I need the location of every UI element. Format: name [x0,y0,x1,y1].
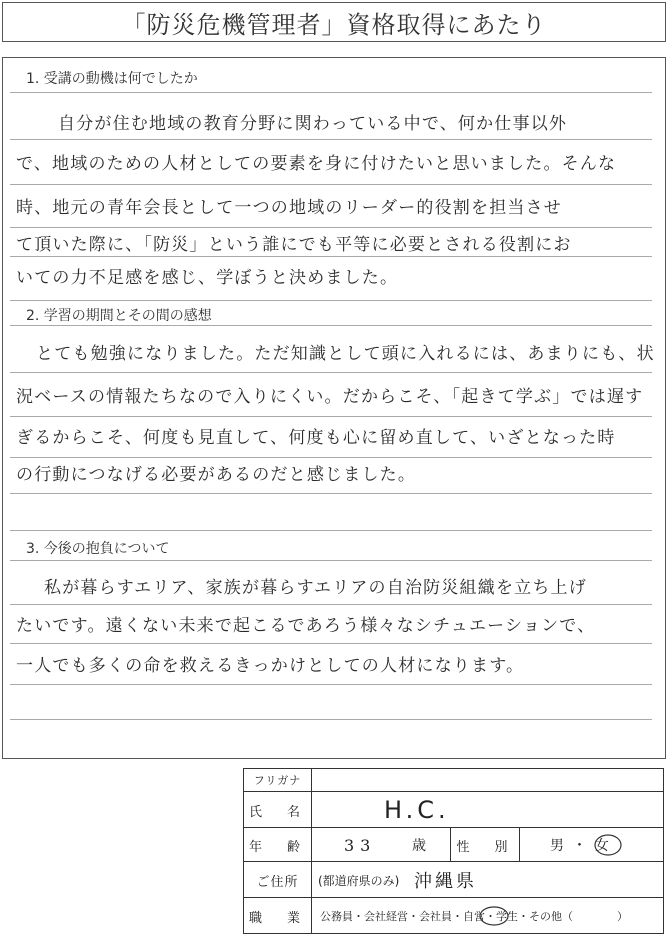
rule-line [10,416,652,417]
answer-1-line-1: 自分が住む地域の教育分野に関わっている中で、何か仕事以外 [58,114,568,134]
occupation-row [244,897,663,934]
section-3-heading: 3. 今後の抱負について [26,541,170,557]
gender-circle-mark [593,833,623,857]
rule-line [10,719,652,720]
applicant-info-table [243,768,664,934]
rule-line [10,643,652,644]
age-value: 33 [344,835,377,855]
rule-line [10,300,652,301]
age-label: 年 齢 [244,828,312,862]
address-row [244,861,663,898]
name-label: 氏 名 [244,792,312,828]
name-row [244,791,663,828]
age-unit: 歳 [412,838,426,854]
rule-line [10,604,652,605]
answer-1-line-4: て頂いた際に、「防災」という誰にでも平等に必要とされる役割にお [16,235,572,255]
document-title: 「防災危機管理者」資格取得にあたり [2,2,666,42]
age-gender-row [244,827,663,862]
rule-line [10,457,652,458]
rule-line [10,139,652,140]
rule-line [10,92,652,93]
answer-1-line-3: 時、地元の青年会長として一つの地域のリーダー的役割を担当させ [16,198,562,218]
answer-2-line-1: とても勉強になりました。ただ知識として頭に入れるには、あまりにも、状 [36,344,655,364]
rule-line [10,184,652,185]
section-2-heading: 2. 学習の期間とその間の感想 [26,308,212,324]
answer-3-line-1: 私が暮らすエリア、家族が暮らすエリアの自治防災組織を立ち上げ [44,578,587,598]
address-value: 沖縄県 [414,871,477,892]
section-1-heading: 1. 受講の動機は何でしたか [26,71,198,87]
rule-line [10,560,652,561]
answer-1-line-5: いての力不足感を感じ、学ぼうと決めました。 [16,268,399,288]
rule-line [10,530,652,531]
answer-2-line-2: 況ベースの情報たちなので入りにくい。だからこそ、「起きて学ぶ」では遅す [16,387,644,407]
furigana-label: フリガナ [244,769,312,791]
answer-2-line-3: ぎるからこそ、何度も見直して、何度も心に留め直して、いざとなった時 [16,428,616,448]
occupation-options: 公務員・会社経営・会社員・自営・学生・その他（ ） [320,910,628,923]
rule-line [10,227,652,228]
name-value: H.C. [384,796,450,824]
occupation-circle-mark [478,905,510,927]
address-label: ご住所 [244,862,312,898]
occupation-label: 職 業 [244,898,312,934]
gender-options: 男 ・ 女 [550,838,611,854]
gender-label: 性 別 [450,828,520,862]
answer-2-line-4: の行動につなげる必要があるのだと感じました。 [16,465,417,485]
address-note: (都道府県のみ) [318,873,400,888]
rule-line [10,493,652,494]
furigana-row [244,769,663,791]
rule-line [10,325,652,326]
rule-line [10,684,652,685]
answer-1-line-2: で、地域のための人材としての要素を身に付けたいと思いました。そんな [16,154,617,174]
rule-line [10,372,652,373]
answer-3-line-3: 一人でも多くの命を救えるきっかけとしての人材になります。 [16,656,525,676]
answer-3-line-2: たいです。遠くない未来で起こるであろう様々なシチュエーションで、 [16,616,596,636]
